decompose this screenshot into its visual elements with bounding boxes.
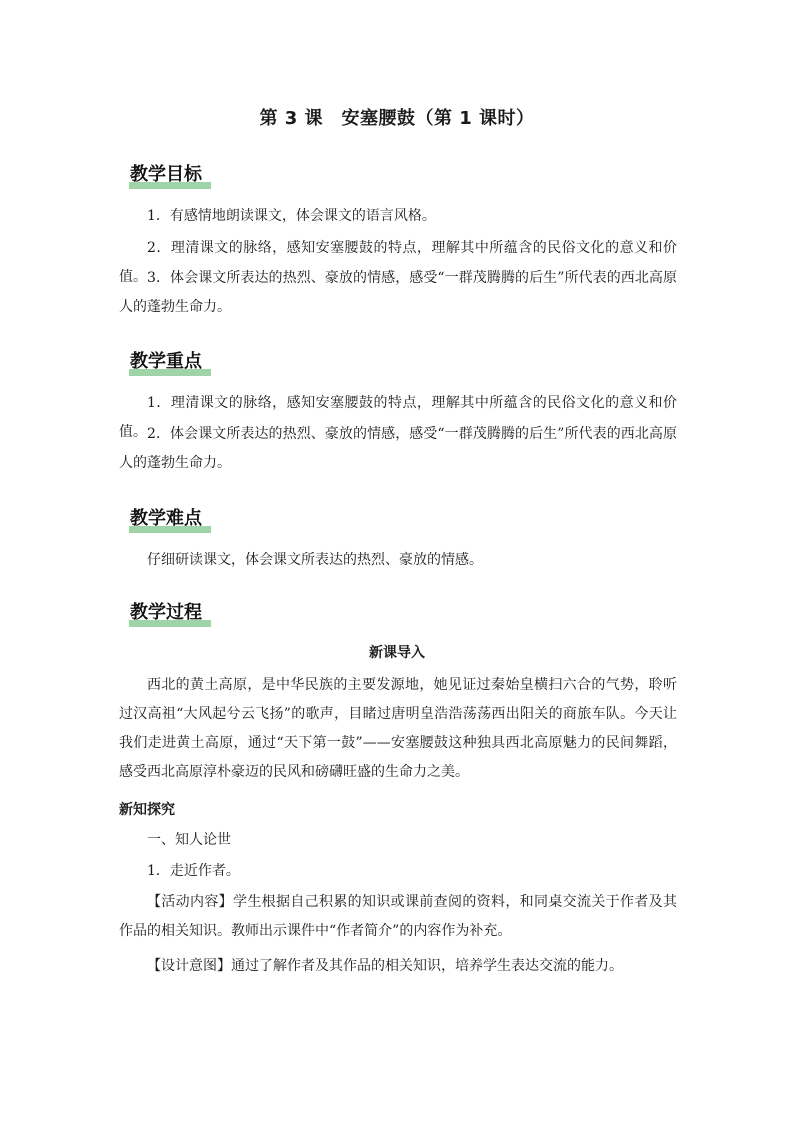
- key-points-item-2: 2．体会课文所表达的热烈、豪放的情感，感受“一群茂腾腾的后生”所代表的西北高原人的蓬勃生命力。: [119, 426, 677, 471]
- process-heading-text: 教学过程: [129, 598, 205, 625]
- process-heading: [129, 598, 205, 625]
- objectives-item-3: 3．体会课文所表达的热烈、豪放的情感，感受“一群茂腾腾的后生”所代表的西北高原人的蓬勃生命力。: [119, 270, 677, 315]
- objectives-item-1: 1．有感情地朗读课文，体会课文的语言风格。: [147, 208, 436, 224]
- key-points-heading-text: 教学重点: [129, 347, 205, 374]
- objectives-heading-text: 教学目标: [129, 160, 205, 187]
- key-points-item-1: 1．理清课文的脉络，感知安塞腰鼓的特点，理解其中所蕴含的民俗文化的意义和价值。: [119, 395, 677, 440]
- objectives-item-2: 2．理清课文的脉络，感知安塞腰鼓的特点，理解其中所蕴含的民俗文化的意义和价值。: [119, 240, 677, 285]
- difficulties-heading: [129, 504, 205, 531]
- page-title: 第 3 课 安塞腰鼓（第 1 课时）: [259, 108, 535, 129]
- explore-heading: 新知探究: [119, 802, 175, 818]
- activity-paragraph: 【活动内容】学生根据自己积累的知识或课前查阅的资料，和同桌交流关于作者及其作品的相关知识。教师出示课件中“作者简介”的内容作为补充。: [119, 894, 677, 939]
- sub-heading: 一、知人论世: [147, 832, 231, 848]
- difficulties-item-1: 仔细研读课文，体会课文所表达的热烈、豪放的情感。: [147, 552, 483, 568]
- step-line: 1．走近作者。: [147, 863, 240, 879]
- objectives-heading: [129, 160, 205, 187]
- intro-heading: 新课导入: [369, 645, 425, 661]
- difficulties-heading-text: 教学难点: [129, 504, 205, 531]
- intro-paragraph: 西北的黄土高原，是中华民族的主要发源地，她见证过秦始皇横扫六合的气势，聆听过汉高祖“大风起兮云飞扬”的歌声，目睹过唐明皇浩浩荡荡西出阳关的商旅车队。今天让我们走进黄土高原，通过“天下第一鼓”——安塞腰鼓这种独具西北高原魅力的民间舞蹈，感受西北高原淳朴豪迈的民风和磅礴旺盛的生命力之美。: [119, 677, 677, 780]
- design-paragraph: 【设计意图】通过了解作者及其作品的相关知识，培养学生表达交流的能力。: [147, 958, 623, 974]
- key-points-heading: [129, 347, 205, 374]
